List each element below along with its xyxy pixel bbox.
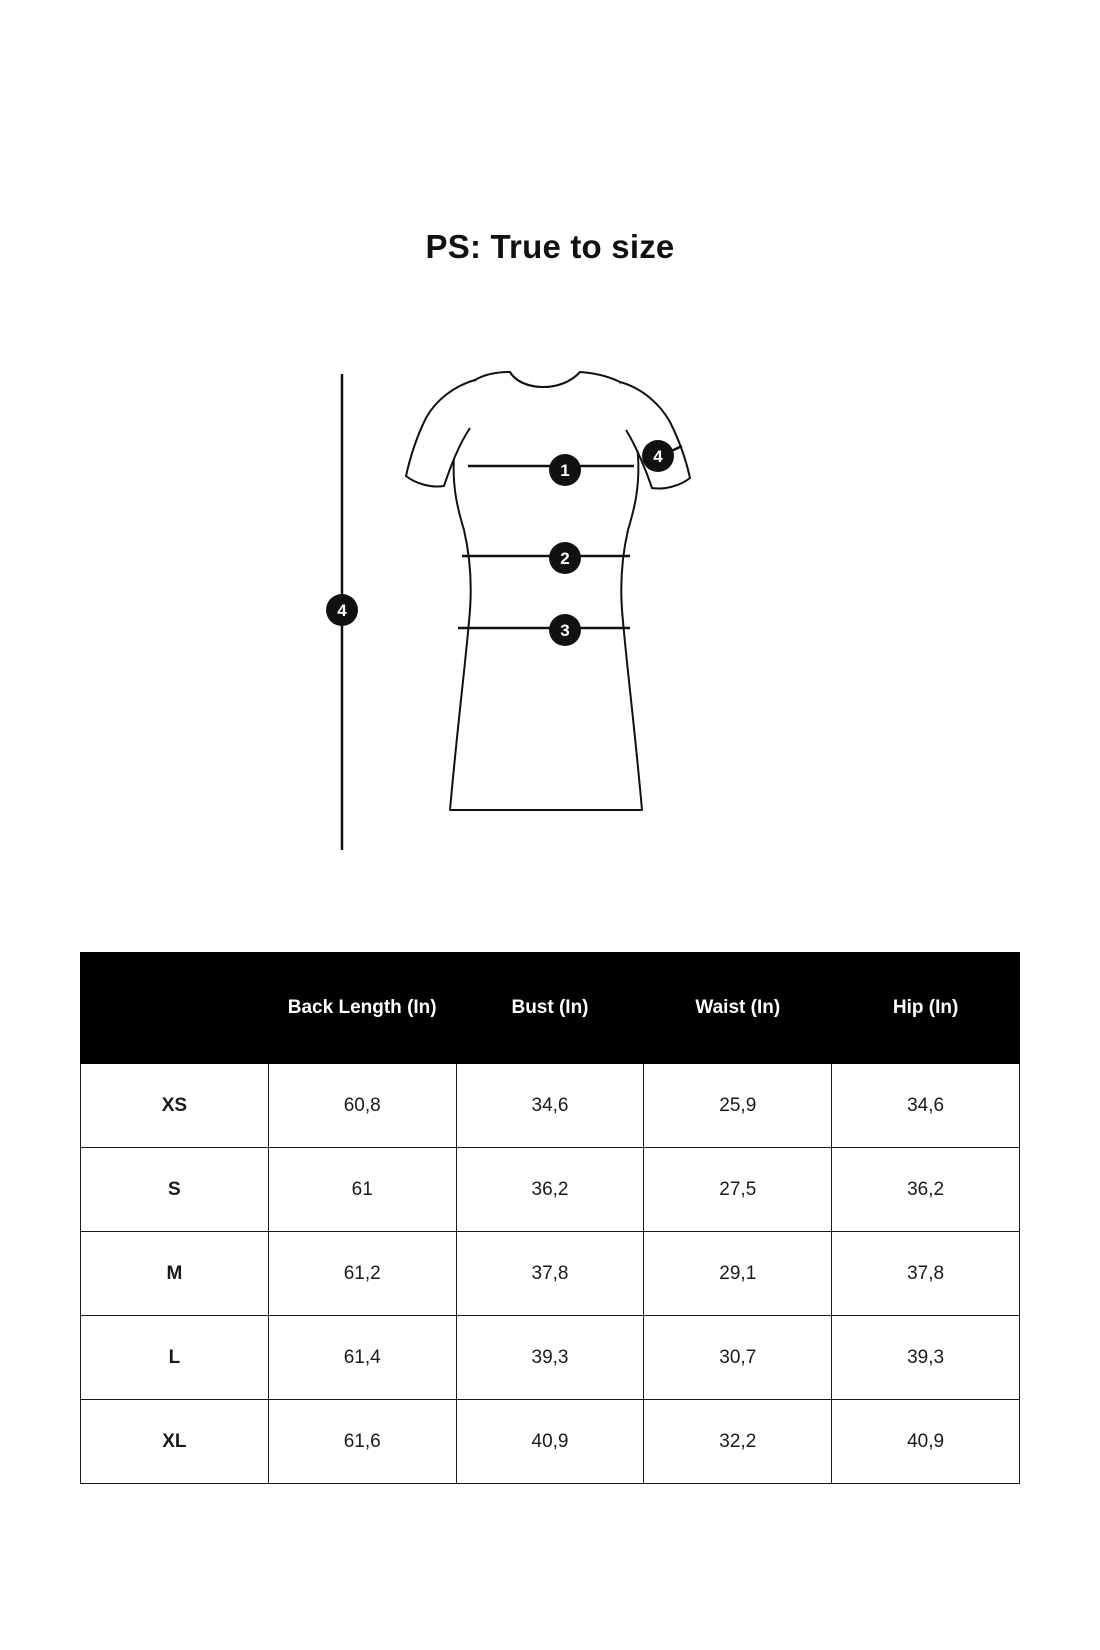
cell-bust: 34,6 (456, 1064, 644, 1148)
marker-back-length (326, 594, 358, 626)
cell-waist: 32,2 (644, 1400, 832, 1484)
cell-bust: 39,3 (456, 1316, 644, 1400)
cell-bust: 37,8 (456, 1232, 644, 1316)
size-table-container (80, 952, 1020, 1484)
cell-size: M (81, 1232, 269, 1316)
marker-bust (549, 454, 581, 486)
svg-text:4: 4 (337, 601, 347, 620)
table-header-row (81, 953, 1020, 1064)
svg-text:3: 3 (560, 621, 570, 640)
cell-back-length: 61,2 (268, 1232, 456, 1316)
cell-waist: 30,7 (644, 1316, 832, 1400)
svg-text:2: 2 (560, 549, 570, 568)
cell-back-length: 61 (268, 1148, 456, 1232)
marker-hip (549, 614, 581, 646)
header-hip: Hip (In) (832, 953, 1020, 1064)
page-title: PS: True to size (425, 228, 675, 265)
cell-size: XS (81, 1064, 269, 1148)
cell-hip: 40,9 (832, 1400, 1020, 1484)
cell-waist: 27,5 (644, 1148, 832, 1232)
table-row (81, 1232, 1020, 1316)
dress-measurement-diagram (230, 360, 870, 870)
cell-bust: 40,9 (456, 1400, 644, 1484)
svg-text:4: 4 (653, 447, 663, 466)
header-back-length: Back Length (In) (268, 953, 456, 1064)
table-row (81, 1400, 1020, 1484)
header-size (81, 953, 269, 1064)
cell-back-length: 61,4 (268, 1316, 456, 1400)
cell-size: L (81, 1316, 269, 1400)
cell-back-length: 60,8 (268, 1064, 456, 1148)
cell-waist: 25,9 (644, 1064, 832, 1148)
marker-waist (549, 542, 581, 574)
cell-size: S (81, 1148, 269, 1232)
table-row (81, 1316, 1020, 1400)
table-row (81, 1148, 1020, 1232)
svg-text:1: 1 (560, 461, 570, 480)
cell-bust: 36,2 (456, 1148, 644, 1232)
table-row (81, 1064, 1020, 1148)
header-bust: Bust (In) (456, 953, 644, 1064)
dress-outline (406, 372, 690, 810)
header-waist: Waist (In) (644, 953, 832, 1064)
cell-size: XL (81, 1400, 269, 1484)
cell-hip: 37,8 (832, 1232, 1020, 1316)
cell-hip: 39,3 (832, 1316, 1020, 1400)
cell-hip: 36,2 (832, 1148, 1020, 1232)
marker-sleeve (642, 440, 674, 472)
cell-waist: 29,1 (644, 1232, 832, 1316)
cell-hip: 34,6 (832, 1064, 1020, 1148)
cell-back-length: 61,6 (268, 1400, 456, 1484)
size-table (80, 952, 1020, 1484)
